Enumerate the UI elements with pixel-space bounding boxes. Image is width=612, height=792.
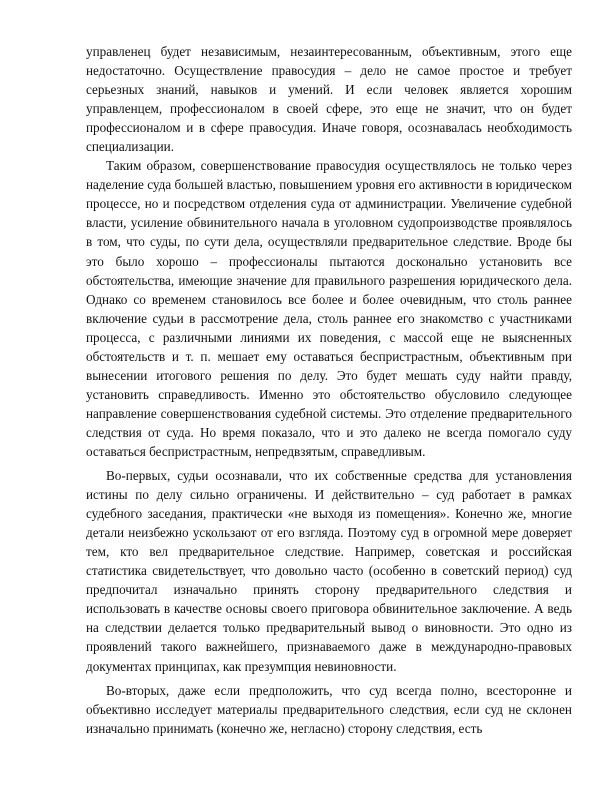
document-page <box>86 42 572 738</box>
paragraph-4: Во-вторых, даже если предположить, что суд всегда полно, всесторонне и объективно исследует материалы предварительного следствия, если суд не склонен изначально принимать (конечно же, негласно) сторону следствия, есть <box>86 682 572 736</box>
paragraph-3: Во-первых, судьи осознавали, что их собственные средства для установления истины по делу сильно ограничены. И действительно – суд работает в рамках судебного заседания, практически «не выходя из помещения». Конечно же, многие детали неизбежно ускользают от его взгляда. Поэтому суд в огромной мере доверяет тем, кто вел предварительное следствие. Например, советская и российская статистика свидетельствует, что довольно часто (особенно в советский период) суд предпочитал изначально принять сторону предварительного следствия и использовать в качестве основы своего приговора обвинительное заключение. А ведь на следствии делается только предварительный вывод о виновности. Это одно из проявлений такого важнейшего, признаваемого даже в международно-правовых документах принципах, как презумпция невиновности. <box>86 468 572 674</box>
paragraph-2: Таким образом, совершенствование правосудия осуществлялось не только через наделение суда большей властью, повышением уровня его активности в юридическом процессе, но и посредством отделения суда от администрации. Увеличение судебной власти, усиление обвинительного начала в уголовном судопроизводстве проявлялось в том, что суды, по сути дела, осуществляли предварительное следствие. Вроде бы это было хорошо – профессионалы пытаются досконально установить все обстоятельства, имеющие значение для правильного разрешения юридического дела. Однако со временем становилось все более и более очевидным, что столь раннее включение судьи в рассмотрение дела, столь раннее его знакомство с участниками процесса, с различными линиями их поведения, с массой еще не выясненных обстоятельств и т. п. мешает ему оставаться беспристрастным, объективным при вынесении итогового решения по делу. Это будет мешать суду найти правду, установить справедливость. Именно это обстоятельство обусловило следующее направление совершенствования судебной системы. Это отделение предварительного следствия от суда. Но время показало, что и это далеко не всегда помогало суду оставаться беспристрастным, непредвзятым, справедливым. <box>86 158 572 459</box>
paragraph-1: управленец будет независимым, незаинтересованным, объективным, этого еще недостаточно. Осуществление правосудия – дело не самое простое и требует серьезных знаний, навыков и умений. И если человек является хорошим управленцем, профессионалом в своей сфере, это еще не значит, что он будет профессионалом и в сфере правосудия. Иначе говоря, осознавалась необходимость специализации. <box>86 44 572 155</box>
